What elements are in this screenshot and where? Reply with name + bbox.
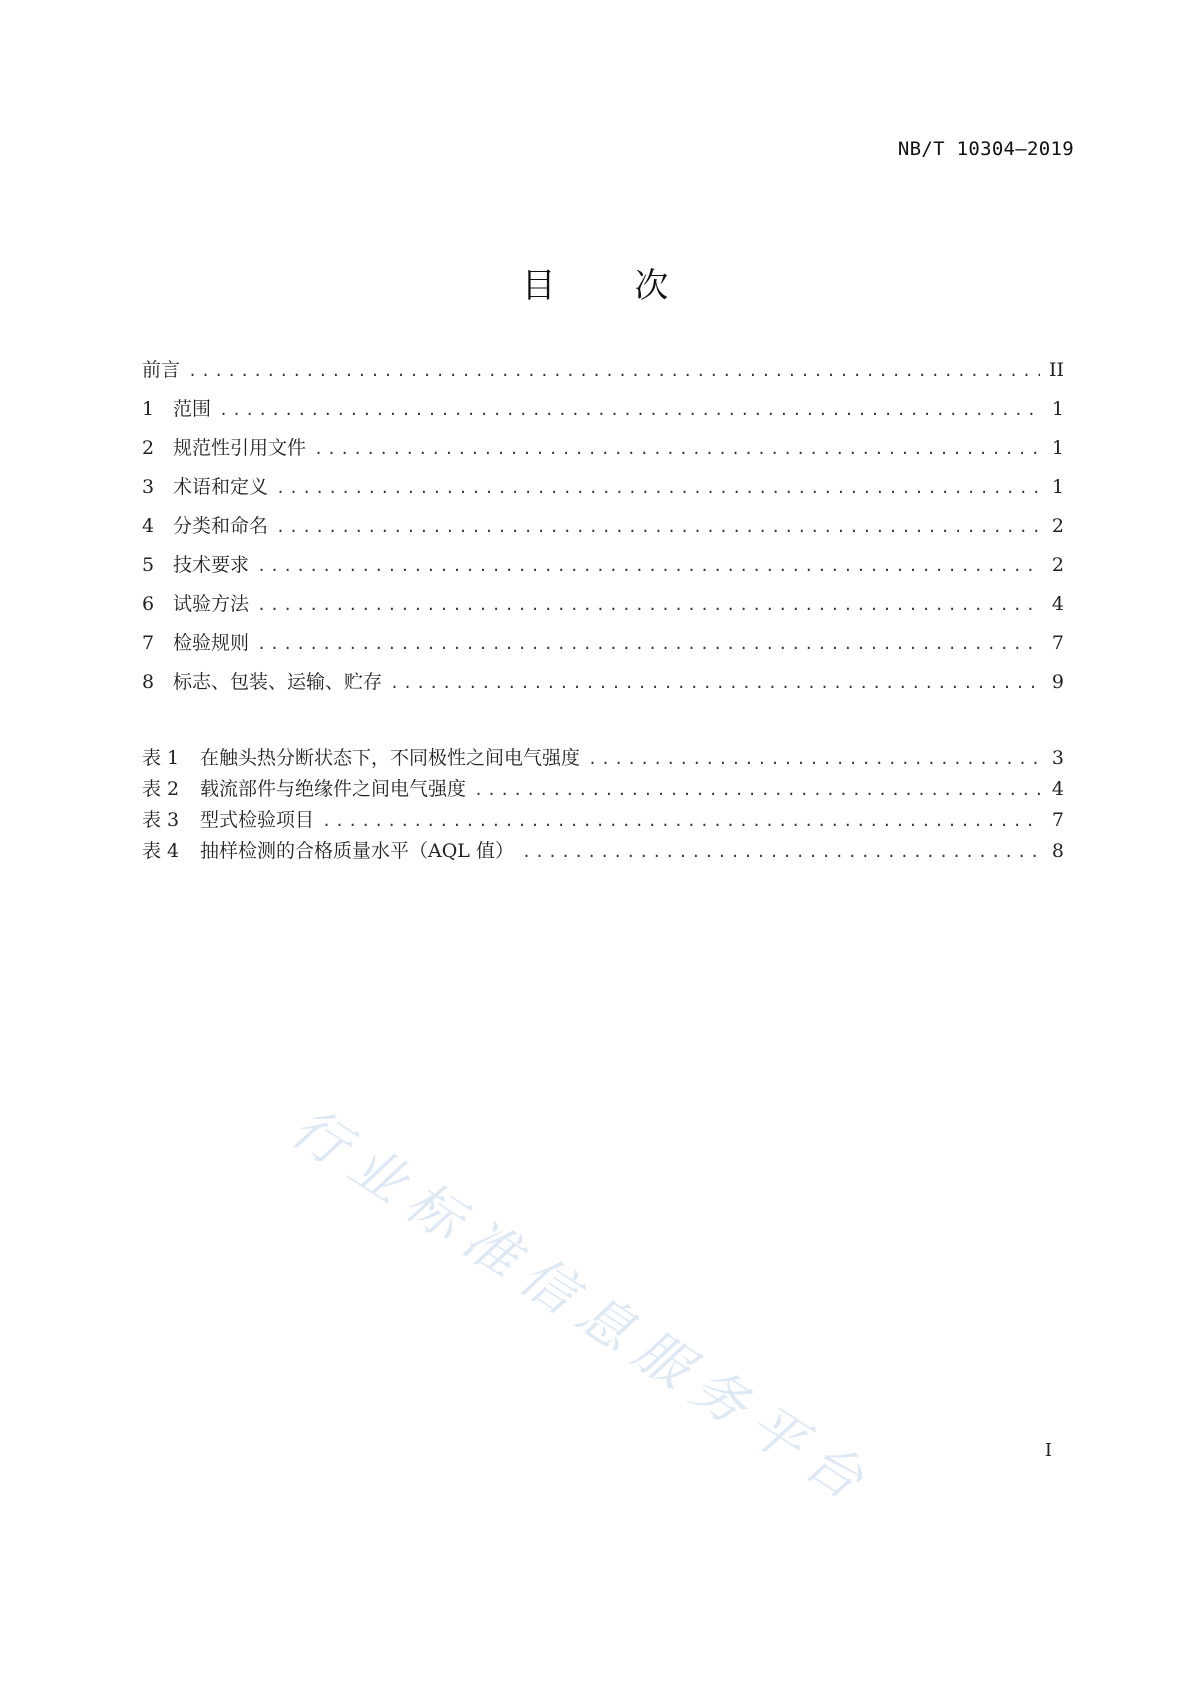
- toc-entry-page: 2: [1051, 515, 1064, 537]
- table-entry-label: 在触头热分断状态下，不同极性之间电气强度: [200, 747, 581, 769]
- toc-entry-page: 1: [1051, 476, 1064, 498]
- table-entry-page: 4: [1051, 778, 1064, 800]
- toc-entry-number: 6: [142, 593, 155, 615]
- toc-entry-label: 试验方法: [173, 593, 250, 615]
- dot-leader: [276, 479, 1040, 497]
- standard-code: NB/T 10304—2019: [897, 138, 1074, 160]
- toc-entry-number: 5: [142, 554, 155, 576]
- page-title: 目 次: [521, 266, 703, 306]
- table-entry-number: 表 4: [142, 840, 180, 862]
- dot-leader: [322, 812, 1040, 830]
- table-entry-page: 8: [1051, 840, 1064, 862]
- toc-entry-2[interactable]: [142, 433, 1064, 472]
- toc-entry-label: 检验规则: [173, 632, 250, 654]
- list-of-tables: [142, 743, 1064, 867]
- dot-leader: [390, 674, 1040, 692]
- dot-leader: [188, 362, 1040, 380]
- toc-entry-6[interactable]: [142, 589, 1064, 628]
- table-entry-label: 载流部件与绝缘件之间电气强度: [200, 778, 467, 800]
- toc-entry-number: 1: [142, 398, 155, 420]
- toc-entry-page: II: [1048, 359, 1064, 381]
- toc-entry-number: 3: [142, 476, 155, 498]
- dot-leader: [257, 557, 1040, 575]
- toc-entry-8[interactable]: [142, 667, 1064, 706]
- toc-entry-5[interactable]: [142, 550, 1064, 589]
- dot-leader: [257, 635, 1040, 653]
- dot-leader: [314, 440, 1040, 458]
- toc-entry-foreword[interactable]: [142, 355, 1064, 394]
- dot-leader: [522, 843, 1040, 861]
- toc-entry-label: 标志、包装、运输、贮存: [173, 671, 383, 693]
- table-entry-4[interactable]: [142, 836, 1064, 867]
- toc-entry-4[interactable]: [142, 511, 1064, 550]
- toc-entry-label: 范围: [173, 398, 212, 420]
- toc-entry-page: 9: [1051, 671, 1064, 693]
- table-entry-number: 表 1: [142, 747, 180, 769]
- table-entry-page: 7: [1051, 809, 1064, 831]
- toc-entry-number: 2: [142, 437, 155, 459]
- table-entry-number: 表 2: [142, 778, 180, 800]
- toc-entry-7[interactable]: [142, 628, 1064, 667]
- dot-leader: [276, 518, 1040, 536]
- toc-entry-number: 8: [142, 671, 155, 693]
- dot-leader: [588, 750, 1040, 768]
- toc-entry-label: 术语和定义: [173, 476, 269, 498]
- table-entry-page: 3: [1051, 747, 1064, 769]
- toc-entry-label: 规范性引用文件: [173, 437, 307, 459]
- table-entry-3[interactable]: [142, 805, 1064, 836]
- table-of-contents: [142, 355, 1064, 706]
- toc-entry-page: 1: [1051, 398, 1064, 420]
- table-entry-1[interactable]: [142, 743, 1064, 774]
- dot-leader: [257, 596, 1040, 614]
- table-entry-label: 抽样检测的合格质量水平（AQL 值）: [200, 840, 514, 862]
- dot-leader: [219, 401, 1040, 419]
- toc-entry-page: 7: [1051, 632, 1064, 654]
- table-entry-label: 型式检验项目: [200, 809, 315, 831]
- toc-entry-1[interactable]: [142, 394, 1064, 433]
- table-entry-number: 表 3: [142, 809, 180, 831]
- toc-entry-page: 1: [1051, 437, 1064, 459]
- toc-entry-3[interactable]: [142, 472, 1064, 511]
- toc-entry-label: 技术要求: [173, 554, 250, 576]
- table-entry-2[interactable]: [142, 774, 1064, 805]
- dot-leader: [474, 781, 1040, 799]
- toc-entry-label: 分类和命名: [173, 515, 269, 537]
- toc-entry-page: 4: [1051, 593, 1064, 615]
- toc-entry-label: 前言: [142, 359, 181, 381]
- toc-entry-number: 7: [142, 632, 155, 654]
- watermark: 行业标准信息服务平台: [280, 1095, 886, 1519]
- toc-entry-page: 2: [1051, 554, 1064, 576]
- page-number: I: [1044, 1440, 1052, 1461]
- toc-entry-number: 4: [142, 515, 155, 537]
